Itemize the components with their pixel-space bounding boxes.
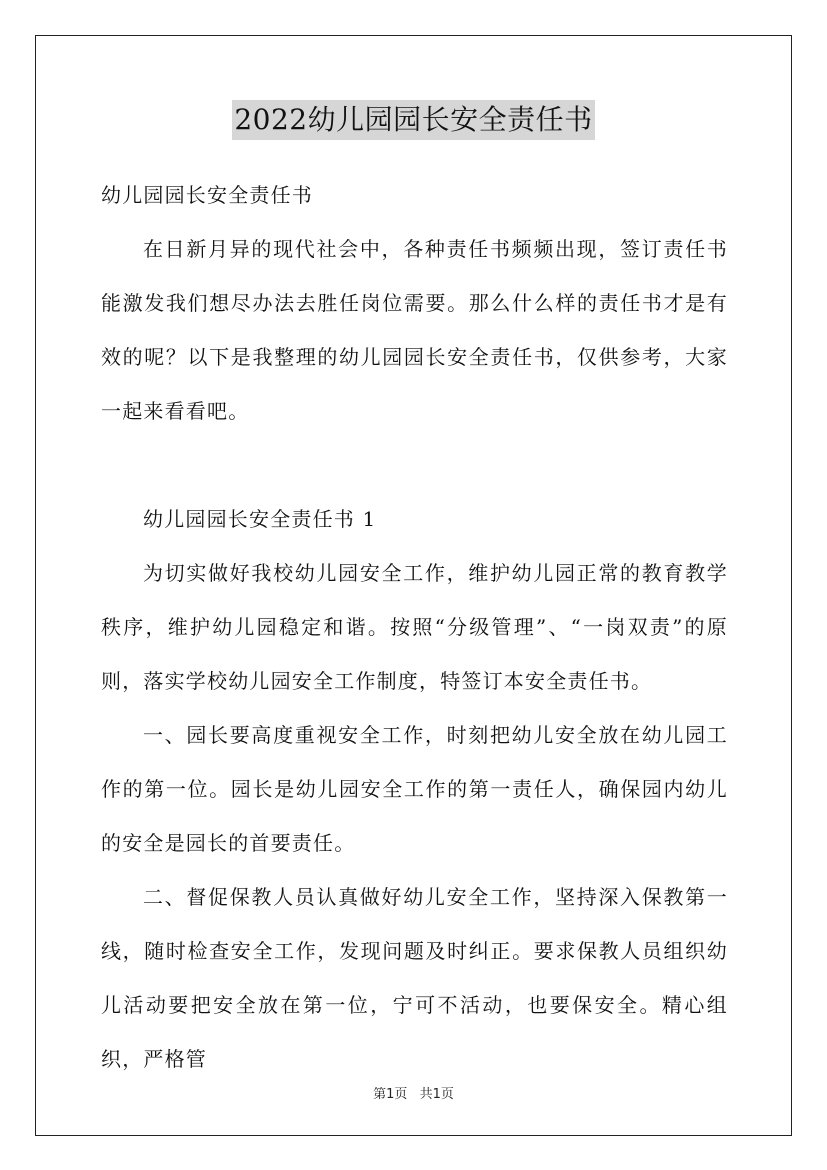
body-paragraph-3: 二、督促保教人员认真做好幼儿安全工作，坚持深入保教第一线，随时检查安全工作，发现问题及时纠正。要求保教人员组织幼儿活动要把安全放在第一位，宁可不活动，也要保安全。精心组织，严格管: [101, 885, 728, 1071]
section-heading: 幼儿园园长安全责任书 1: [143, 507, 377, 531]
body-paragraph-2: 一、园长要高度重视安全工作，时刻把幼儿安全放在幼儿园工作的第一位。园长是幼儿园安全工作的第一责任人，确保园内幼儿的安全是园长的首要责任。: [101, 723, 728, 855]
body-paragraph-1: 为切实做好我校幼儿园安全工作，维护幼儿园正常的教育教学秩序，维护幼儿园稳定和谐。按照“分级管理”、“一岗双责”的原则，落实学校幼儿园安全工作制度，特签订本安全责任书。: [101, 561, 728, 693]
intro-paragraph: 在日新月异的现代社会中，各种责任书频频出现，签订责任书能激发我们想尽办法去胜任岗位需要。那么什么样的责任书才是有效的呢？以下是我整理的幼儿园园长安全责任书，仅供参考，大家一起来看看吧。: [101, 237, 728, 423]
document-title: 2022幼儿园园长安全责任书: [232, 100, 594, 140]
page-total: 共1页: [419, 1087, 454, 1102]
page-footer: [0, 1083, 827, 1102]
page-number: 第1页: [373, 1087, 408, 1102]
document-subtitle: 幼儿园园长安全责任书: [101, 183, 313, 207]
title-container: [0, 100, 827, 140]
